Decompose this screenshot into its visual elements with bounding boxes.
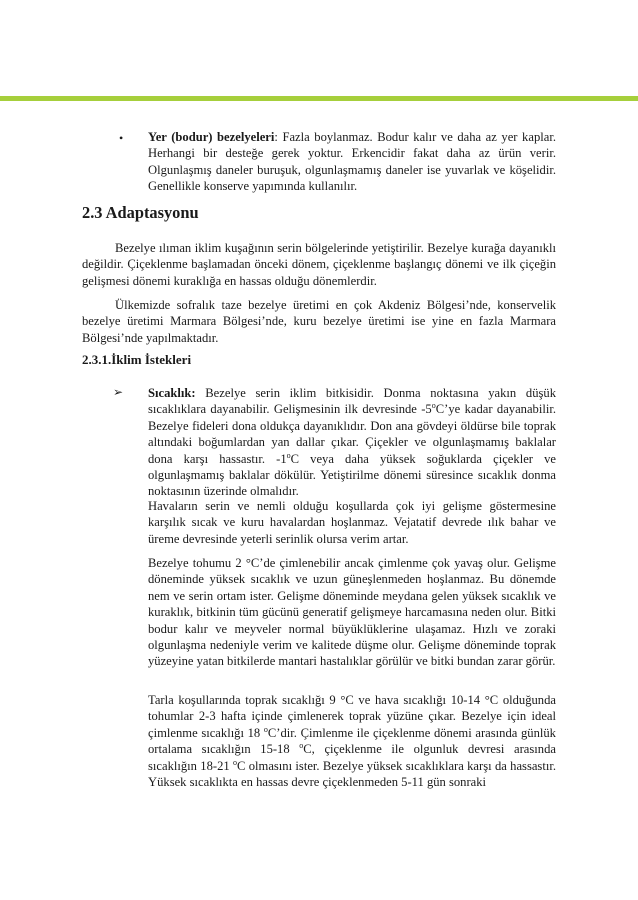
section-para-2-text: Ülkemizde sofralık taze bezelye üretimi en çok Akdeniz Bölgesi’nde, konservelik bezelye üretimi Marmara Bölgesi’nde, kuru bezelye üretimi ise yine en fazla Marmara Bölgesi’nde yapılmaktadır. <box>82 298 556 345</box>
section-para-1 <box>82 240 556 289</box>
degree-sup-2: o <box>286 450 291 460</box>
section-heading: 2.3 Adaptasyonu <box>82 203 199 222</box>
sicaklik-title: Sıcaklık: <box>148 386 196 400</box>
bullet-dot-icon: • <box>119 131 124 145</box>
section-para-2 <box>82 297 556 346</box>
bullet-title: Yer (bodur) bezelyeleri <box>148 130 275 144</box>
sicaklik-para-2-text: Havaların serin ve nemli olduğu koşullarda çok iyi gelişme göstermesine karşılık sıcak ve kuru havalardan hoşlanmaz. Vejatatif devrede ılık bahar ve üreme devresinde yeterli serinlik olursa verim artar. <box>148 499 556 546</box>
sicaklik-para-4-text-a: Tarla koşullarında toprak sıcaklığı 9 °C ve hava sıcaklığı 10-14 °C olduğunda tohumlar 2-3 hafta içinde çimlenerek toprak yüzüne çıkar. Bezelye için ideal çimlenme sıcaklığı 18 <box>148 693 556 740</box>
sicaklik-para-3 <box>148 555 556 670</box>
degree-sup-4: o <box>299 741 304 751</box>
sicaklik-text-b: C’ye kadar dayanabilir. Bezelye fideleri dona oldukça dayanıklıdır. Don ana gövdeyi öldürse bile toprak altındaki boğumlardan yan dallar çıkar. Çiçekler ve olgunlaşmamış baklalar dona karşı hassastır. -1 <box>148 402 556 466</box>
sicaklik-text-a: Bezelye serin iklim bitkisidir. Donma noktasına yakın düşük sıcaklıklara dayanabilir. Gelişmesinin ilk devresinde -5 <box>148 386 556 417</box>
degree-sup-5: o <box>233 757 237 767</box>
arrow-bullet-icon: ➢ <box>113 385 124 399</box>
sicaklik-para-4-text-d: C olmasını ister. Bezelye yüksek sıcaklıklara karşı da hassastır. Yüksek sıcaklıkta en hassas devre çiçeklenmeden 5-11 gün sonraki <box>148 758 556 790</box>
sicaklik-para-3-text: Bezelye tohumu 2 °C’de çimlenebilir ancak çimlenme çok yavaş olur. Gelişme döneminde yüksek sıcaklık ve uzun güneşlenmeden hoşlanmaz. Bu dönemde nem ve serin ortam ister. Gelişme döneminde meydana gelen yüksek sıcaklık ve kuraklık, bitkinin tüm gücünü generatif gelişmeye harcamasına neden olur. Bitki bodur kalır ve meyveler normal büyüklüklerine ulaşamaz. Hızlı ve zoraki olgunlaşma nedeniyle verim ve kalitede düşme olur. Gelişme döneminde toprak yüzeyine yatan bitkilerde mantari hastalıklar görülür ve bitki bundan zarar görür. <box>148 556 556 669</box>
subsection-heading: 2.3.1.İklim İstekleri <box>82 352 192 367</box>
section-para-1-text: Bezelye ılıman iklim kuşağının serin bölgelerinde yetiştirilir. Bezelye kurağa dayanıklı değildir. Çiçeklenme başlamadan önceki dönem, çiçeklenme başlangıç dönemi ve ilk çiçeğin gelişmesi dönemi kuraklığa en hassas olduğu dönemlerdir. <box>82 241 556 288</box>
sicaklik-para-4-text-c: C, çiçeklenme ile olgunluk devresi arasında sıcaklığın 18-21 <box>148 742 556 773</box>
sicaklik-para-1 <box>148 385 556 500</box>
header-rule <box>0 96 638 101</box>
degree-sup-3: o <box>263 724 268 734</box>
sicaklik-para-4 <box>148 692 556 790</box>
degree-sup-1: o <box>431 401 436 411</box>
sicaklik-para-2 <box>148 498 556 547</box>
sicaklik-para-4-text-b: C’dir. Çimlenme ile çiçeklenme dönemi arasında günlük ortalama sıcaklığın 15-18 <box>148 725 556 757</box>
bullet-yer-bezelyeleri <box>148 129 556 195</box>
bullet-text: : Fazla boylanmaz. Bodur kalır ve daha az yer kaplar. Herhangi bir desteğe gerek yoktur. Erkencidir fakat daha az ürün verir. Olgunlaşmış daneler buruşuk, olgunlaşmamış daneler ise yuvarlak ve köşelidir. Genellikle konserve yapımında kullanılır. <box>148 130 556 194</box>
sicaklik-text-c: C veya daha yüksek soğuklarda çiçekler ve olgunlaşmamış baklalar dökülür. Yetiştirilme dönemi süresince sıcaklık donma noktasının üzerinde olmalıdır. <box>148 451 556 499</box>
